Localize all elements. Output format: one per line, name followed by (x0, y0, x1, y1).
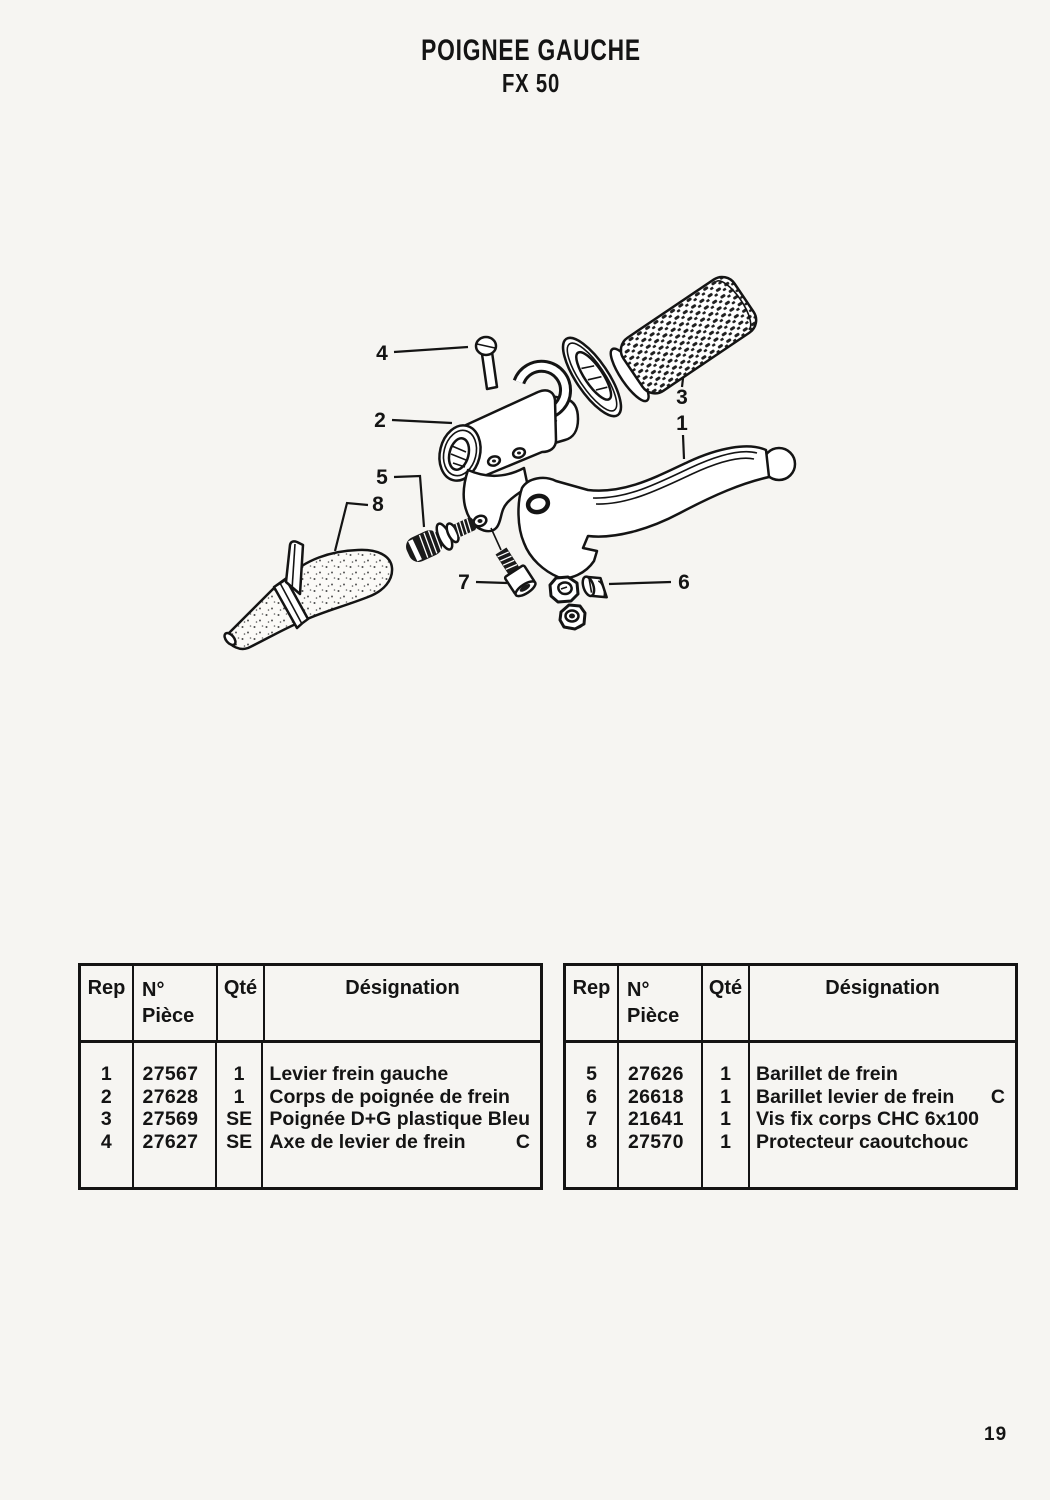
part-boot-8 (222, 541, 392, 648)
column-qty (217, 1043, 264, 1187)
part-lever (518, 446, 795, 578)
table-header-row (81, 966, 540, 1043)
header-piece-line2: Pièce (142, 1005, 195, 1027)
cell-qty: 1 (720, 1085, 731, 1108)
designation-text: Axe de levier de frein (269, 1130, 466, 1153)
cell-rep: 4 (100, 1130, 112, 1153)
header-piece (619, 966, 703, 1040)
leader-2 (392, 420, 452, 423)
cell-rep: 5 (586, 1063, 597, 1085)
leader-6 (609, 582, 671, 584)
body-cylinder (466, 390, 556, 481)
column-rep (566, 1043, 619, 1187)
part-nut (560, 605, 585, 629)
cell-designation (263, 1108, 540, 1131)
column-designation (263, 1043, 540, 1187)
page-title-line2: FX 50 (501, 68, 561, 98)
cell-qty: 1 (720, 1130, 731, 1153)
designation-text: Barillet de frein (756, 1063, 898, 1085)
cell-piece: 27567 (142, 1063, 199, 1085)
cell-rep: 6 (586, 1085, 597, 1108)
header-rep: Rep (81, 966, 134, 1040)
designation-flag (530, 1086, 540, 1109)
part-washer (550, 577, 578, 602)
leader-5 (394, 476, 424, 527)
cell-designation (263, 1086, 540, 1109)
parts-table-left (78, 963, 543, 1190)
leader-7 (476, 582, 507, 583)
cell-qty: 1 (720, 1108, 731, 1130)
header-qty: Qté (703, 966, 750, 1040)
cell-qty: 1 (233, 1063, 245, 1085)
leader-8 (335, 503, 368, 551)
cell-rep: 8 (586, 1130, 597, 1153)
cell-designation (263, 1063, 540, 1086)
cell-piece: 26618 (628, 1085, 684, 1108)
header-piece-line1: N° (142, 979, 165, 1001)
callout-5: 5 (376, 466, 388, 489)
column-designation (750, 1043, 1015, 1187)
header-piece-line1: N° (627, 979, 650, 1001)
table-header-row (566, 966, 1015, 1043)
header-designation: Désignation (345, 977, 460, 999)
column-rep (81, 1043, 134, 1187)
part-screw-4 (476, 337, 497, 389)
cell-qty: SE (226, 1130, 253, 1153)
cell-piece: 27569 (142, 1108, 199, 1130)
column-piece (134, 1043, 217, 1187)
designation-text: Protecteur caoutchouc (756, 1130, 969, 1153)
designation-flag (530, 1063, 540, 1086)
cell-qty: SE (226, 1108, 253, 1130)
column-piece (619, 1043, 703, 1187)
table-body (566, 1043, 1015, 1187)
designation-text: Levier frein gauche (269, 1063, 449, 1085)
callout-8: 8 (372, 493, 384, 516)
lever-arm (518, 446, 769, 578)
header-piece-line2: Pièce (627, 1005, 680, 1027)
cell-piece: 21641 (628, 1108, 684, 1130)
part-barrel-6 (581, 572, 607, 603)
cell-qty: 1 (233, 1085, 245, 1108)
designation-flag: C (515, 1130, 530, 1153)
header-qty: Qté (218, 966, 265, 1040)
header-piece (134, 966, 218, 1040)
cell-piece: 27570 (628, 1130, 684, 1153)
cell-rep: 1 (100, 1063, 112, 1085)
parts-table-right (563, 963, 1018, 1190)
callout-1: 1 (676, 412, 688, 435)
cell-piece: 27628 (142, 1085, 199, 1108)
leader-1 (683, 435, 684, 459)
designation-flag (530, 1108, 540, 1131)
designation-flag (1005, 1131, 1015, 1154)
cell-designation (750, 1131, 1015, 1154)
designation-flag (1005, 1108, 1015, 1131)
designation-text: Corps de poignée de frein (269, 1085, 510, 1108)
callout-6: 6 (678, 571, 690, 594)
cell-designation (750, 1108, 1015, 1131)
header-rep: Rep (566, 966, 619, 1040)
cell-piece: 27627 (142, 1130, 199, 1153)
cell-designation (750, 1063, 1015, 1086)
cell-qty: 1 (720, 1063, 731, 1085)
leader-4 (394, 347, 468, 352)
page-number: 19 (984, 1424, 1008, 1445)
part-adjuster-5 (402, 510, 480, 566)
cell-rep: 7 (586, 1108, 597, 1130)
designation-text: Poignée D+G plastique Bleu (269, 1108, 530, 1130)
designation-flag: C (990, 1085, 1005, 1108)
header-designation: Désignation (825, 977, 940, 999)
designation-text: Barillet levier de frein (756, 1085, 955, 1108)
callout-2: 2 (374, 409, 386, 432)
callout-3: 3 (676, 386, 688, 409)
cell-rep: 3 (100, 1108, 112, 1130)
cell-rep: 2 (100, 1085, 112, 1108)
callout-7: 7 (458, 571, 470, 594)
column-qty (703, 1043, 750, 1187)
callout-4: 4 (376, 342, 388, 365)
cell-designation (750, 1086, 1015, 1109)
designation-flag (1005, 1063, 1015, 1086)
boot-body (228, 550, 392, 649)
table-body (81, 1043, 540, 1187)
cell-designation (263, 1131, 540, 1154)
page-title-line1: POIGNEE GAUCHE (421, 34, 641, 67)
designation-text: Vis fix corps CHC 6x100 (756, 1108, 979, 1130)
cell-piece: 27626 (628, 1063, 684, 1085)
